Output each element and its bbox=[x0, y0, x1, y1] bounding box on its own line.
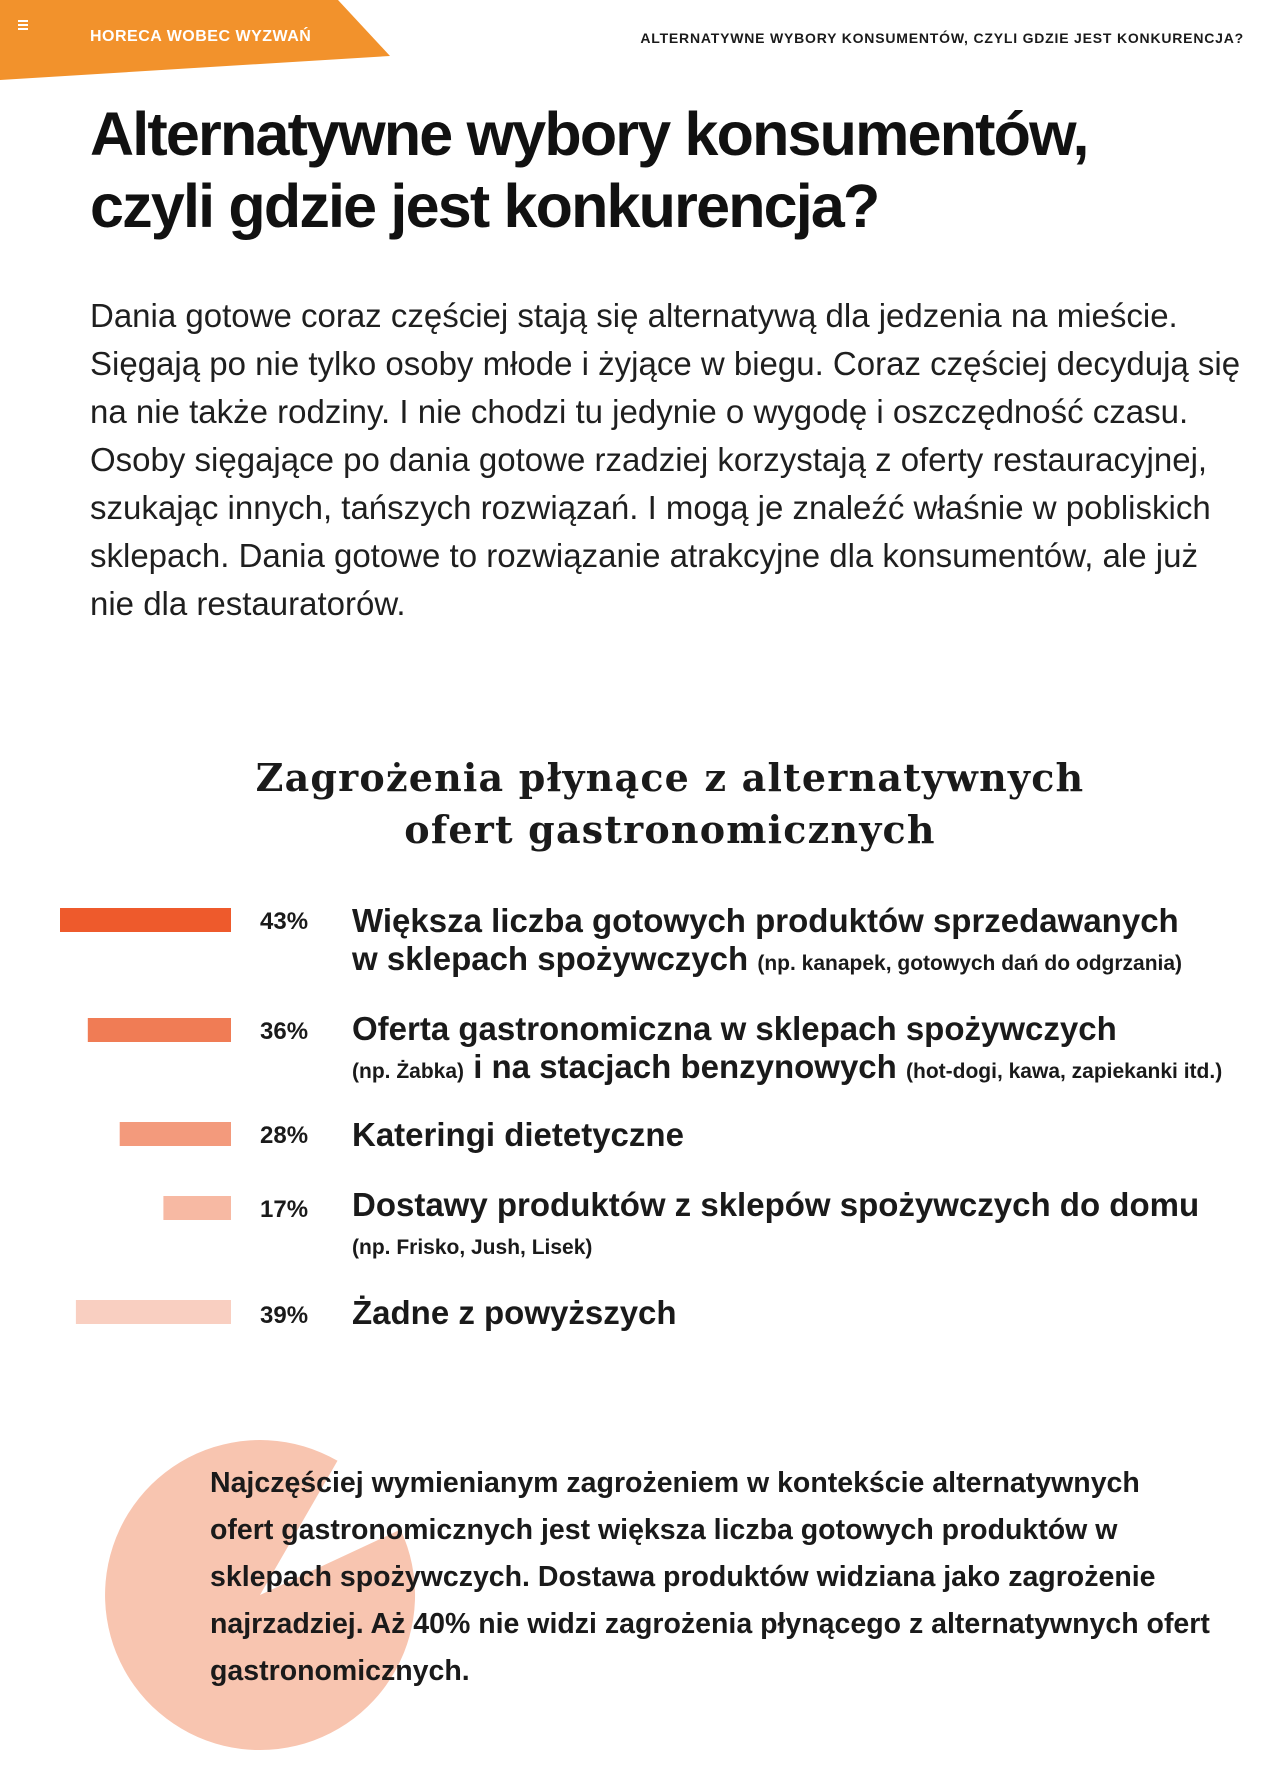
hamburger-icon bbox=[18, 20, 28, 28]
bar-category-line: i na stacjach benzynowych bbox=[473, 1048, 897, 1085]
bar-value-label: 43% bbox=[260, 908, 309, 935]
chart-title-line1: Zagrożenia płynące z alternatywnych bbox=[255, 755, 1085, 800]
bar-value-label: 36% bbox=[260, 1018, 309, 1045]
bar-category-line: Żadne z powyższych bbox=[352, 1294, 677, 1331]
bar-category-note: (hot-dogi, kawa, zapiekanki itd.) bbox=[906, 1060, 1223, 1083]
chart-title-line2: ofert gastronomicznych bbox=[404, 807, 936, 852]
bar-category-line: Oferta gastronomiczna w sklepach spożywczych bbox=[352, 1010, 1117, 1047]
bar-value-label: 17% bbox=[260, 1196, 309, 1223]
page-title-line2: czyli gdzie jest konkurencja? bbox=[90, 172, 879, 240]
bar-category-line: w sklepach spożywczych bbox=[352, 940, 749, 977]
running-header: ALTERNATYWNE WYBORY KONSUMENTÓW, CZYLI GDZIE JEST KONKURENCJA? bbox=[640, 30, 1244, 46]
bar-category-note: (np. Frisko, Jush, Lisek) bbox=[352, 1236, 593, 1259]
bar-category-line: Dostawy produktów z sklepów spożywczych do domu bbox=[352, 1186, 1200, 1223]
page-title-line1: Alternatywne wybory konsumentów, bbox=[90, 100, 1088, 168]
summary-text: Najczęściej wymienianym zagrożeniem w kontekście alternatywnych ofert gastronomicznych jest większa liczba gotowych produktów w sklepach spożywczych. Dostawa produktów widziana jako zagrożenie najrzadziej. Aż 40% nie widzi zagrożenia płynącego z alternatywnych ofert gastronomicznych. bbox=[210, 1467, 1210, 1687]
bar-row bbox=[0, 1010, 1280, 1110]
chart-title bbox=[170, 752, 1170, 856]
bar-value-label: 28% bbox=[260, 1122, 309, 1149]
header-section-tab bbox=[0, 0, 390, 80]
bar-value-label: 39% bbox=[260, 1302, 309, 1329]
bar-row bbox=[0, 1186, 1280, 1286]
intro-paragraph: Dania gotowe coraz częściej stają się alternatywą dla jedzenia na mieście. Sięgają po nie tylko osoby młode i żyjące w biegu. Coraz częściej decydują się na nie także rodziny. I nie chodzi tu jedynie o wygodę i oszczędność czasu. Osoby sięgające po dania gotowe rzadziej korzystają z oferty restauracyjnej, szukając innych, tańszych rozwiązań. I mogą je znaleźć właśnie w pobliskich sklepach. Dania gotowe to rozwiązanie atrakcyjne dla konsumentów, ale już nie dla restauratorów. bbox=[90, 297, 1241, 622]
page-title bbox=[90, 98, 1250, 242]
bar-row bbox=[0, 902, 1280, 1002]
bar-category-note: (np. kanapek, gotowych dań do odgrzania) bbox=[757, 952, 1183, 975]
bar-category-note: (np. Żabka) bbox=[352, 1060, 465, 1083]
section-label: HORECA WOBEC WYZWAŃ bbox=[90, 28, 312, 45]
bar-category-label bbox=[352, 1294, 1272, 1332]
bar-category-label bbox=[352, 1186, 1272, 1267]
bar-category-label bbox=[352, 902, 1272, 983]
bar-category-label bbox=[352, 1116, 1272, 1154]
bar-category-line: Większa liczba gotowych produktów sprzedawanych bbox=[352, 902, 1179, 939]
bar-category-line: Kateringi dietetyczne bbox=[352, 1116, 684, 1153]
bar-row bbox=[0, 1294, 1280, 1394]
bar-category-label bbox=[352, 1010, 1272, 1091]
